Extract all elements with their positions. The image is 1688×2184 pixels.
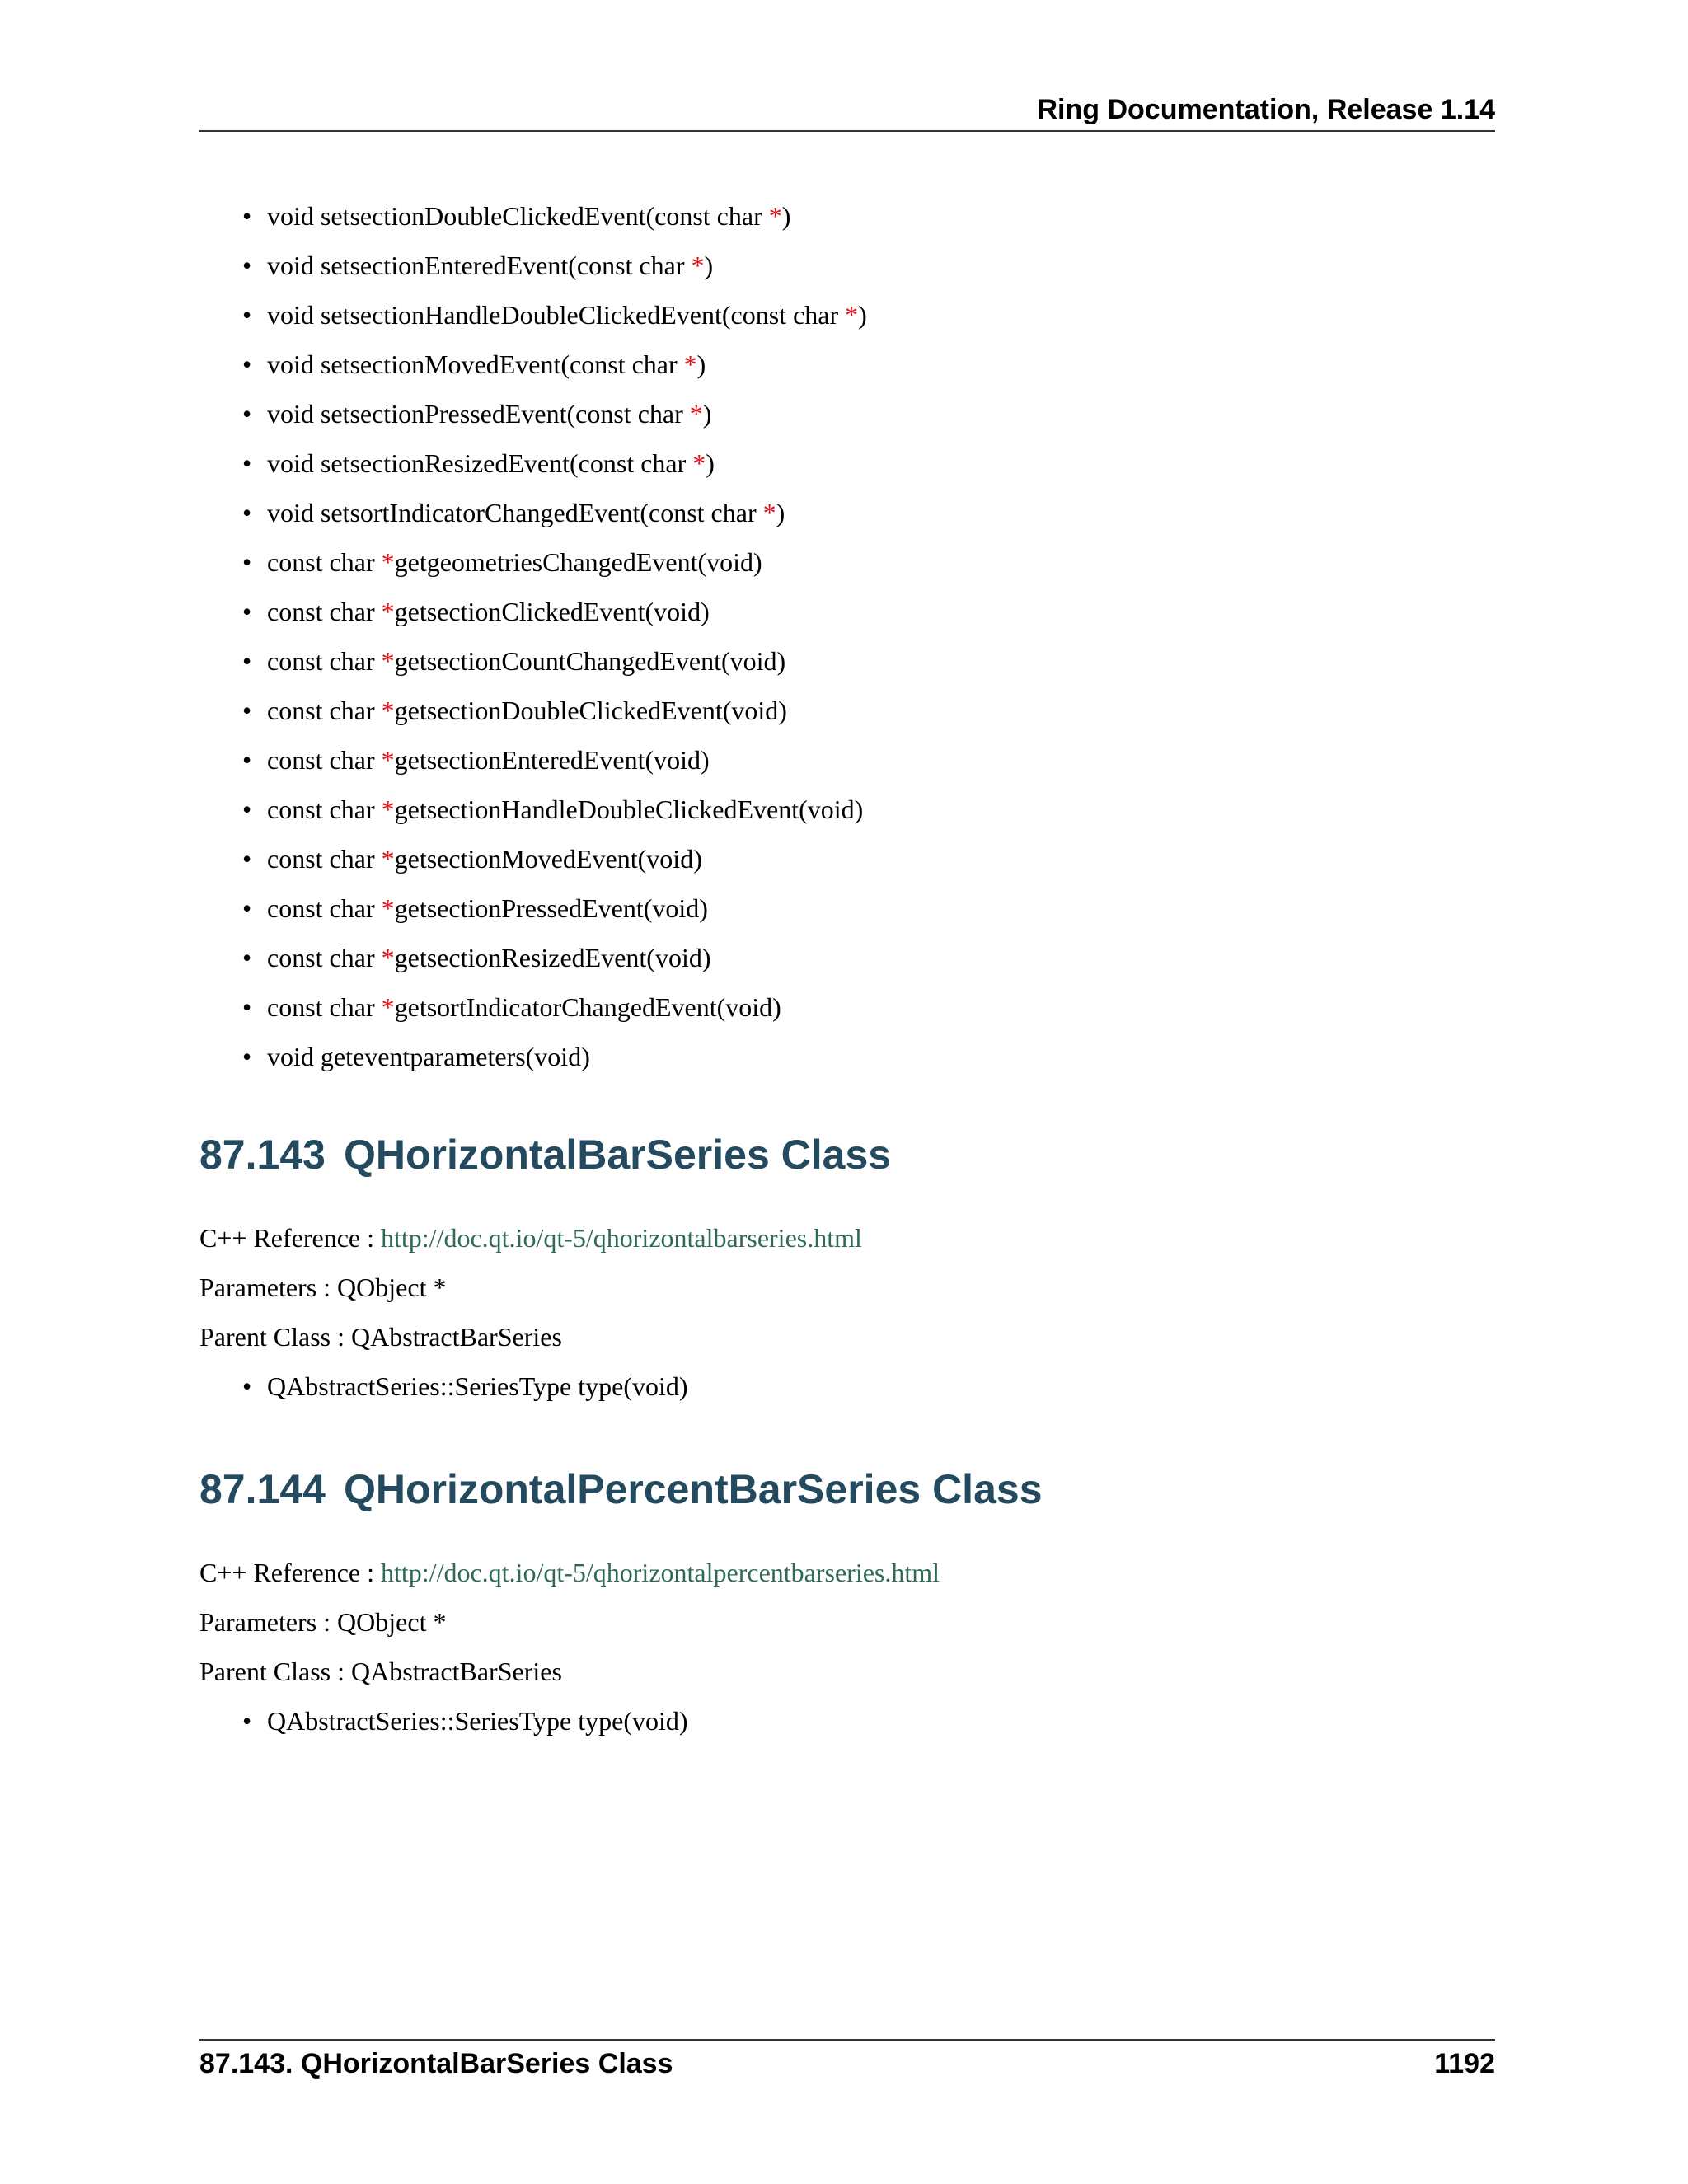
method-text: getsortIndicatorChangedEvent(void): [394, 992, 781, 1022]
pointer-star: *: [381, 696, 395, 725]
pointer-star: *: [691, 251, 705, 280]
page-number: 1192: [1434, 2048, 1495, 2079]
section-number: 87.143: [199, 1132, 326, 1178]
method-text: void setsortIndicatorChangedEvent(const char: [267, 498, 763, 527]
list-item: [199, 636, 867, 686]
reference-label: C++ Reference :: [199, 1223, 381, 1253]
section-title-text: QHorizontalPercentBarSeries Class: [343, 1466, 1043, 1512]
method-text: const char: [267, 696, 382, 725]
method-text: void setsectionHandleDoubleClickedEvent(const char: [267, 300, 846, 330]
method-text: const char: [267, 893, 382, 923]
method-text: getsectionEnteredEvent(void): [394, 745, 710, 775]
method-text: void setsectionPressedEvent(const char: [267, 399, 690, 429]
method-text: const char: [267, 992, 382, 1022]
method-text: const char: [267, 943, 382, 972]
list-item: [199, 488, 867, 537]
list-item: • QAbstractSeries::SeriesType type(void): [199, 1361, 688, 1411]
method-text: getsectionPressedEvent(void): [394, 893, 708, 923]
method-text: void setsectionResizedEvent(const char: [267, 448, 693, 478]
section-title-144: [199, 1460, 1043, 1518]
method-text: getsectionCountChangedEvent(void): [394, 646, 786, 676]
method-text: const char: [267, 597, 382, 626]
list-item: [199, 587, 867, 636]
method-text: ): [704, 251, 714, 280]
method-text: ): [706, 448, 715, 478]
list-item: [199, 438, 867, 488]
pointer-star: *: [381, 794, 395, 824]
pointer-star: *: [381, 745, 395, 775]
method-text: getsectionResizedEvent(void): [394, 943, 711, 972]
parent-class-line: Parent Class : QAbstractBarSeries: [199, 1322, 562, 1352]
list-item: [199, 735, 867, 785]
method-text: getsectionDoubleClickedEvent(void): [394, 696, 787, 725]
list-item: [199, 834, 867, 883]
pointer-star: *: [381, 646, 395, 676]
pointer-star: *: [692, 448, 706, 478]
method-text: void setsectionDoubleClickedEvent(const char: [267, 201, 769, 231]
method-text: ): [858, 300, 867, 330]
method-text: getsectionClickedEvent(void): [394, 597, 710, 626]
list-item: [199, 883, 867, 933]
list-item: [199, 340, 867, 389]
pointer-star: *: [381, 992, 395, 1022]
method-text: const char: [267, 547, 382, 577]
method-text: void geteventparameters(void): [267, 1042, 590, 1071]
reference-link[interactable]: http://doc.qt.io/qt-5/qhorizontalbarseries.html: [381, 1223, 862, 1253]
list-item: [199, 933, 867, 982]
method-text: ): [696, 349, 706, 379]
section-title-143: [199, 1126, 891, 1183]
parameters-line: Parameters : QObject *: [199, 1607, 447, 1637]
pointer-star: *: [683, 349, 697, 379]
header-rule: [199, 130, 1495, 132]
method-text: void setsectionMovedEvent(const char: [267, 349, 684, 379]
page-header: Ring Documentation, Release 1.14: [1037, 94, 1495, 125]
page-footer: [199, 2042, 1495, 2085]
list-item: [199, 785, 867, 834]
list-item: [199, 389, 867, 438]
pointer-star: *: [845, 300, 859, 330]
reference-link[interactable]: http://doc.qt.io/qt-5/qhorizontalpercentbarseries.html: [381, 1558, 940, 1587]
pointer-star: *: [381, 943, 395, 972]
list-item: [199, 1032, 867, 1081]
method-text: getsectionHandleDoubleClickedEvent(void): [394, 794, 864, 824]
parameters-line: Parameters : QObject *: [199, 1272, 447, 1302]
pointer-star: *: [381, 893, 395, 923]
list-item: [199, 241, 867, 290]
method-text: getgeometriesChangedEvent(void): [394, 547, 762, 577]
method-text: const char: [267, 745, 382, 775]
method-text: const char: [267, 844, 382, 874]
list-item: [199, 982, 867, 1032]
footer-rule: [199, 2039, 1495, 2041]
pointer-star: *: [381, 844, 395, 874]
cpp-reference: [199, 1548, 940, 1597]
method-text: ): [702, 399, 712, 429]
method-text: void setsectionEnteredEvent(const char: [267, 251, 692, 280]
list-item: [199, 686, 867, 735]
footer-section: 87.143. QHorizontalBarSeries Class: [199, 2048, 673, 2079]
method-list: [199, 191, 867, 1081]
list-item: • QAbstractSeries::SeriesType type(void): [199, 1696, 688, 1746]
method-text: ): [776, 498, 785, 527]
method-text: ): [781, 201, 791, 231]
parent-class-line: Parent Class : QAbstractBarSeries: [199, 1657, 562, 1686]
method-list: [199, 1696, 688, 1746]
list-item: [199, 191, 867, 241]
method-text: const char: [267, 794, 382, 824]
method-list: [199, 1361, 688, 1411]
section-title-text: QHorizontalBarSeries Class: [343, 1132, 892, 1178]
pointer-star: *: [689, 399, 703, 429]
method-text: const char: [267, 646, 382, 676]
cpp-reference: [199, 1213, 862, 1263]
section-number: 87.144: [199, 1466, 326, 1512]
list-item: [199, 290, 867, 340]
pointer-star: *: [768, 201, 782, 231]
pointer-star: *: [381, 547, 395, 577]
pointer-star: *: [381, 597, 395, 626]
reference-label: C++ Reference :: [199, 1558, 381, 1587]
pointer-star: *: [762, 498, 776, 527]
list-item: [199, 537, 867, 587]
method-text: getsectionMovedEvent(void): [394, 844, 702, 874]
